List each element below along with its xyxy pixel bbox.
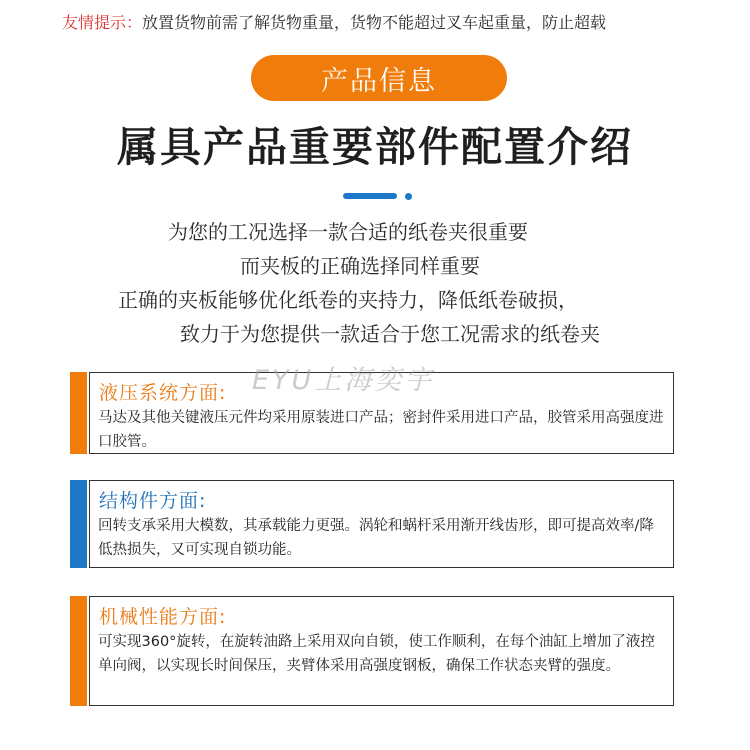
divider-dot xyxy=(405,193,412,200)
intro-line-2: 而夹板的正确选择同样重要 xyxy=(240,254,480,278)
section-card-structure xyxy=(70,480,674,568)
product-info-badge-label: 产品信息 xyxy=(321,65,437,97)
intro-line-3: 正确的夹板能够优化纸卷的夹持力，降低纸卷破损， xyxy=(118,288,578,312)
product-info-badge xyxy=(251,55,507,101)
brand-watermark: EYU上海奕宇 xyxy=(252,365,435,396)
section-title-mechanical: 机械性能方面: xyxy=(99,606,227,628)
section-accent-bar xyxy=(70,372,87,454)
notice-banner xyxy=(62,10,742,36)
section-title-hydraulic: 液压系统方面: xyxy=(99,382,227,404)
section-body-structure: 回转支承采用大模数，其承载能力更强。涡轮和蜗杆采用渐开线齿形，即可提高效率/降低热损失，又可实现自锁功能。 xyxy=(98,518,654,558)
notice-lead: 友情提示： xyxy=(62,13,143,32)
section-body-hydraulic: 马达及其他关键液压元件均采用原装进口产品；密封件采用进口产品，胶管采用高强度进口胶管。 xyxy=(98,410,664,450)
section-accent-bar xyxy=(70,480,87,568)
section-accent-bar xyxy=(70,596,87,706)
page-headline: 属具产品重要部件配置介绍 xyxy=(117,123,633,171)
section-card-mechanical xyxy=(70,596,674,706)
section-body-mechanical: 可实现360°旋转，在旋转油路上采用双向自锁，使工作顺利，在每个油缸上增加了液控单向阀，以实现长时间保压，夹臂体采用高强度钢板，确保工作状态夹臂的强度。 xyxy=(98,634,655,674)
intro-line-4: 致力于为您提供一款适合于您工况需求的纸卷夹 xyxy=(180,322,600,346)
section-title-structure: 结构件方面: xyxy=(99,490,207,512)
notice-text: 放置货物前需了解货物重量，货物不能超过叉车起重量，防止超载 xyxy=(142,13,607,32)
divider-dash xyxy=(343,193,397,199)
intro-line-1: 为您的工况选择一款合适的纸卷夹很重要 xyxy=(168,220,528,244)
